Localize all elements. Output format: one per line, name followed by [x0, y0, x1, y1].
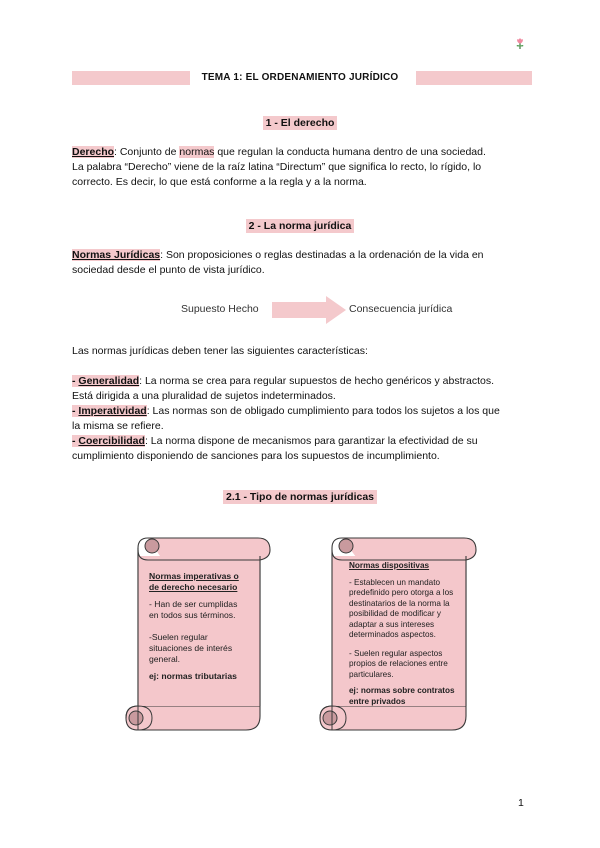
characteristics-list	[72, 374, 532, 464]
page-number: 1	[518, 797, 524, 809]
right-scroll-text: Normas dispositivas - Establecen un mandato predefinido pero otorga a los destinatarios de la norma la posibilidad de modificar y adaptar a sus intereses determinados aspectos. - Suelen regular aspectos propios de relaciones entre particulares. ej: normas sobre contratos entre privados	[349, 561, 455, 706]
characteristics-intro: Las normas jurídicas deben tener las siguientes características:	[72, 345, 368, 357]
term-normas-juridicas: Normas Jurídicas	[72, 249, 161, 261]
flower-icon	[514, 36, 526, 50]
left-scroll-text: Normas imperativas o de derecho necesario - Han de ser cumplidas en todos sus términos. -Suelen regular situaciones de interés general. ej: normas tributarias	[149, 571, 239, 681]
section-2-heading: 2 - La norma jurídica	[0, 220, 600, 232]
flow-consecuencia-juridica: Consecuencia jurídica	[349, 303, 453, 315]
section-2-1-heading: 2.1 - Tipo de normas jurídicas	[0, 491, 600, 503]
term-derecho: Derecho	[72, 146, 115, 158]
flow-supuesto-hecho: Supuesto Hecho	[181, 303, 259, 315]
section-1-body: Derecho: Conjunto de normas que regulan la conducta humana dentro de una sociedad. La palabra “Derecho” viene de la raíz latina “Directum” que significa lo recto, lo rígido, lo correcto. Es decir, lo que está conforme a la regla y a la norma.	[72, 146, 486, 188]
section-1-heading: 1 - El derecho	[0, 117, 600, 129]
page-title: TEMA 1: EL ORDENAMIENTO JURÍDICO	[201, 72, 399, 83]
characteristic-imperatividad: - Imperatividad: Las normas son de obligado cumplimiento para todos los sujetos a los que la misma se refiere.	[72, 405, 500, 432]
characteristic-generalidad: - Generalidad: La norma se crea para regular supuestos de hecho genéricos y abstractos. Está dirigida a una pluralidad de sujetos indeterminados.	[72, 375, 494, 402]
flow-arrow-icon	[272, 296, 346, 324]
section-2-body: Normas Jurídicas: Son proposiciones o reglas destinadas a la ordenación de la vida en sociedad desde el punto de vista jurídico.	[72, 249, 484, 276]
characteristic-coercibilidad: - Coercibilidad: La norma dispone de mecanismos para garantizar la efectividad de su cumplimiento disponiendo de sanciones para los supuestos de incumplimiento.	[72, 435, 478, 462]
